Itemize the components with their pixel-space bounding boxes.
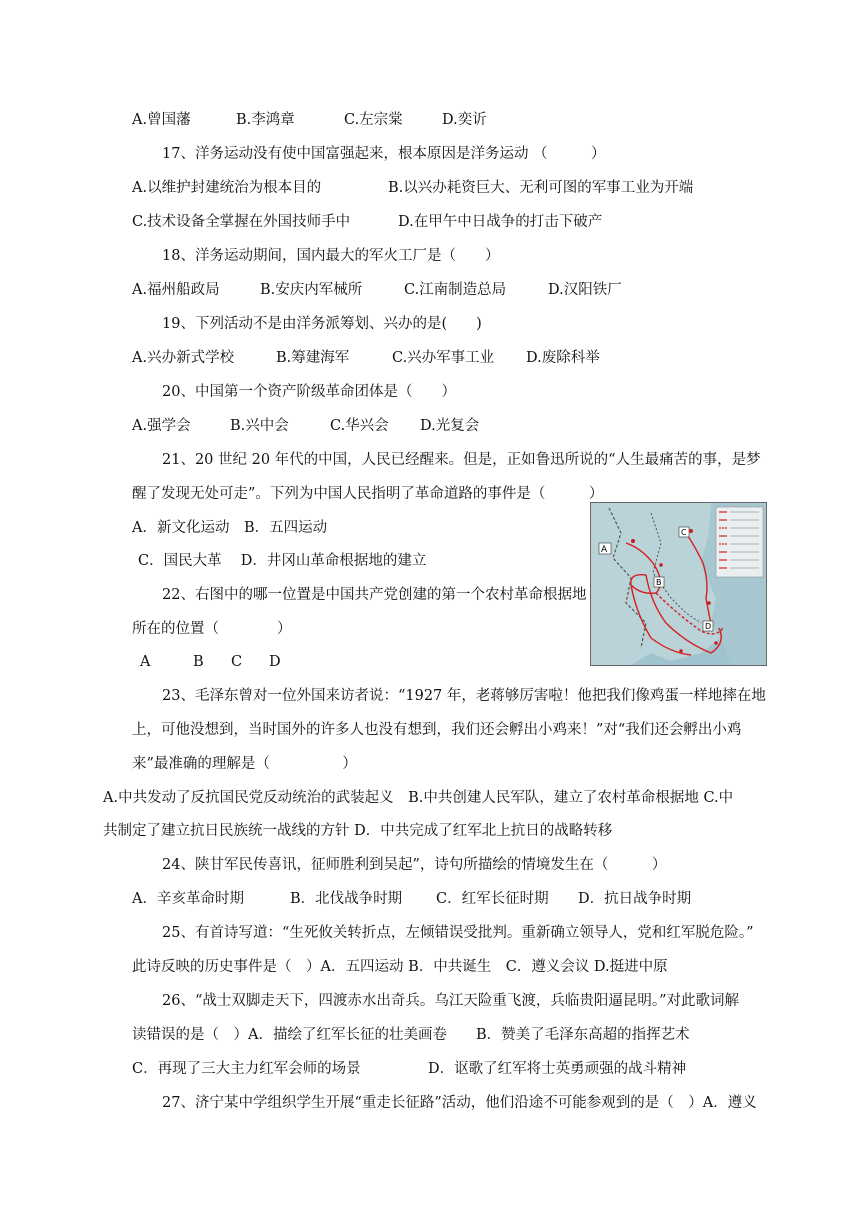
q24-option-c: C．红军长征时期 <box>436 891 549 907</box>
q19-option-c: C.兴办军事工业 <box>392 350 495 366</box>
q16-option-b: B.李鸿章 <box>236 112 295 128</box>
q20-stem: 20、中国第一个资产阶级革命团体是（ ） <box>162 384 456 400</box>
q22-option-d: D <box>269 654 281 670</box>
q17-option-a: A.以维护封建统治为根本目的 <box>132 180 322 196</box>
q20-option-a: A.强学会 <box>132 418 191 434</box>
q17-option-c: C.技术设备全掌握在外国技师手中 <box>132 214 351 230</box>
q23-line3: 来”最准确的理解是（ ） <box>132 756 357 772</box>
q24-stem: 24、陕甘军民传喜讯，征师胜利到吴起”，诗句所描绘的情境发生在（ ） <box>162 857 667 873</box>
map-marker-a: A <box>601 545 608 555</box>
q16-option-a: A.曾国藩 <box>132 112 191 128</box>
q17-stem: 17、洋务运动没有使中国富强起来，根本原因是洋务运动 （ ） <box>162 146 606 162</box>
q24-option-b: B．北伐战争时期 <box>290 891 403 907</box>
q22-option-b: B <box>193 654 204 670</box>
q18-option-d: D.汉阳铁厂 <box>548 282 622 298</box>
q21-options-line1: A．新文化运动 B．五四运动 <box>132 520 328 536</box>
map-marker-d: D <box>705 622 712 631</box>
q19-option-a: A.兴办新式学校 <box>132 350 235 366</box>
map-marker-b: B <box>656 578 662 587</box>
q20-option-c: C.华兴会 <box>330 418 389 434</box>
q25-line1: 25、有首诗写道：“生死攸关转折点，左倾错误受批判。重新确立领导人，党和红军脱危险。” <box>162 925 754 941</box>
q16-option-d: D.奕䜣 <box>442 112 487 128</box>
q22-stem-line1: 22、右图中的哪一位置是中国共产党创建的第一个农村革命根据地 <box>162 587 587 603</box>
q21-stem-line1: 21、20 世纪 20 年代的中国，人民已经醒来。但是，正如鲁迅所说的“人生最痛苦的事，是梦 <box>162 452 761 468</box>
q16-option-c: C.左宗棠 <box>344 112 403 128</box>
map-legend-box <box>716 507 763 577</box>
q23-line5: 共制定了建立抗日民族统一战线的方针 D．中共完成了红军北上抗日的战略转移 <box>103 823 613 839</box>
q18-option-b: B.安庆内军械所 <box>260 282 363 298</box>
q17-option-b: B.以兴办耗资巨大、无利可图的军事工业为开端 <box>388 180 694 196</box>
q19-option-b: B.筹建海军 <box>276 350 350 366</box>
q23-line1: 23、毛泽东曾对一位外国来访者说：“1927 年，老蒋够厉害啦！他把我们像鸡蛋一样地摔在地 <box>162 688 766 704</box>
q22-option-a: A <box>140 654 151 670</box>
q18-option-a: A.福州船政局 <box>132 282 220 298</box>
q22-option-c: C <box>231 654 243 670</box>
q26-line1: 26、“战士双脚走天下，四渡赤水出奇兵。乌江天险重飞渡，兵临贵阳逼昆明。”对此歌词解 <box>162 993 740 1009</box>
q25-line2: 此诗反映的历史事件是（ ）A．五四运动 B．中共诞生 C．遵义会议 D.挺进中原 <box>132 959 668 975</box>
q26-option-d: D．讴歌了红军将士英勇顽强的战斗精神 <box>428 1061 687 1077</box>
q20-option-b: B.兴中会 <box>230 418 289 434</box>
q26-line2: 读错误的是（ ）A．描绘了红军长征的壮美画卷 B．赞美了毛泽东高超的指挥艺术 <box>132 1027 690 1043</box>
map-svg <box>591 503 766 665</box>
q18-option-c: C.江南制造总局 <box>404 282 507 298</box>
q19-option-d: D.废除科举 <box>526 350 600 366</box>
q19-stem: 19、下列活动不是由洋务派筹划、兴办的是( ) <box>162 316 482 332</box>
revolution-map-figure <box>590 502 767 666</box>
q20-option-d: D.光复会 <box>420 418 480 434</box>
map-marker-c: C <box>681 528 687 537</box>
q24-option-d: D．抗日战争时期 <box>578 891 692 907</box>
q21-options-line2: C．国民大革 D．井冈山革命根据地的建立 <box>138 553 427 569</box>
q26-option-c: C．再现了三大主力红军会师的场景 <box>132 1061 361 1077</box>
q17-option-d: D.在甲午中日战争的打击下破产 <box>398 214 603 230</box>
q27-line1: 27、济宁某中学组织学生开展“重走长征路”活动，他们沿途不可能参观到的是（ ）A．遵义 <box>162 1095 757 1111</box>
q24-option-a: A．辛亥革命时期 <box>132 891 244 907</box>
q23-line2: 上，可他没想到，当时国外的许多人也没有想到，我们还会孵出小鸡来！”对“我们还会孵出小鸡 <box>132 722 742 738</box>
q22-stem-line2: 所在的位置（ ） <box>132 621 292 637</box>
q23-line4: A.中共发动了反抗国民党反动统治的武装起义 B.中共创建人民军队，建立了农村革命根据地 C.中 <box>103 790 734 806</box>
q21-stem-line2: 醒了发现无处可走”。下列为中国人民指明了革命道路的事件是（ ） <box>132 486 604 502</box>
q18-stem: 18、洋务运动期间，国内最大的军火工厂是（ ） <box>162 248 500 264</box>
